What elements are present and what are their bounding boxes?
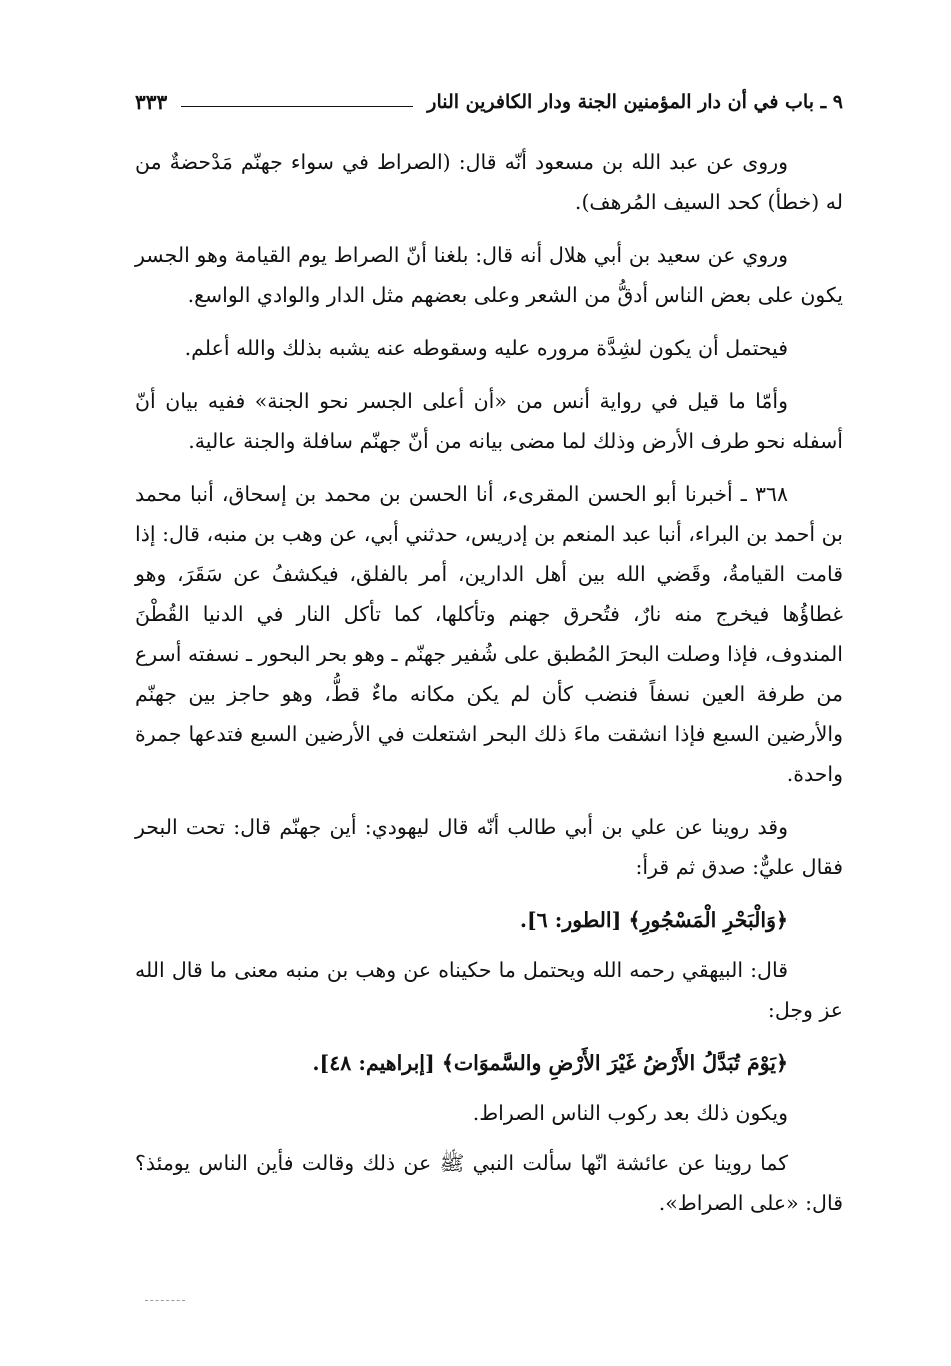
paragraph-bayhaqi: قال: البيهقي رحمه الله ويحتمل ما حكيناه عن وهب بن منبه معنى ما قال الله عز وجل: (135, 958, 843, 1022)
paragraph-4: وأمّا ما قيل في رواية أنس من «أن أعلى الجسر نحو الجنة» ففيه بيان أنّ أسفله نحو طرف الأرض وذلك لما مضى بيانه من أنّ جهنّم سافلة والجنة عالية. (135, 389, 843, 453)
paragraph-3: فيحتمل أن يكون لشِدَّة مروره عليه وسقوطه عنه يشبه بذلك والله أعلم. (184, 336, 788, 360)
quran-verse-ibrahim: ﴿يَوْمَ تُبَدَّلُ الأَرْضُ غَيْرَ الأَرْضِ والسَّموَات﴾ [إبراهيم: ٤٨]. (312, 1051, 788, 1075)
chapter-title: ٩ ـ باب في أن دار المؤمنين الجنة ودار الكافرين النار (427, 91, 843, 113)
hadith-368: ٣٦٨ ـ أخبرنا أبو الحسن المقرىء، أنا الحسن بن محمد بن إسحاق، أنبا محمد بن أحمد بن البراء، أنبا عبد المنعم بن إدريس، حدثني أبي، عن وهب بن منبه، قال: إذا قامت القيامةُ، وقَضي الله بين أهل الدارين، أمر بالفلق، فيكشفُ عن سَقَرَ، وهو غطاؤُها فيخرج منه نارٌ، فتُحرق جهنم وتأكلها، كما تأكل النار في الدنيا القُطْنَ المندوف، فإذا وصلت البحرَ المُطبق على شُفير جهنّم ـ وهو بحر البحور ـ نسفته أسرع من طرفة العين نسفاً فنضب كأن لم يكن مكانه ماءٌ قطُّ، وهو حاجز بين جهنّم والأرضين السبع فإذا انشقت ماءَ ذلك البحر اشتعلت في الأرضين السبع فتدعها جمرة واحدة. (135, 482, 843, 786)
paragraph-1: وروى عن عبد الله بن مسعود أنّه قال: (الصراط في سواء جهنّم مَدْحضةٌ من له (خطأ) كحد السيف المُرهف). (135, 150, 843, 214)
paragraph-aisha: كما روينا عن عائشة انّها سألت النبي ﷺ عن ذلك وقالت فأين الناس يومئذ؟ قال: «على الصراط». (135, 1151, 843, 1215)
quran-verse-tur: ﴿وَالْبَحْرِ الْمَسْجُورِ﴾ [الطور: ٦]. (519, 908, 788, 932)
page-number: ٣٣٣ (135, 90, 168, 114)
header-rule (181, 106, 413, 107)
footer-mark (145, 1300, 185, 1307)
paragraph-2: وروي عن سعيد بن أبي هلال أنه قال: بلغنا أنّ الصراط يوم القيامة وهو الجسر يكون على بعض الناس أدقُّ من الشعر وعلى بعضهم مثل الدار والوادي الواسع. (135, 243, 843, 307)
page-body (135, 142, 843, 1236)
page-header (135, 82, 843, 122)
paragraph-sirat: ويكون ذلك بعد ركوب الناس الصراط. (472, 1101, 788, 1125)
paragraph-ali: وقد روينا عن علي بن أبي طالب أنّه قال ليهودي: أين جهنّم قال: تحت البحر فقال عليٌّ: صدق ثم قرأ: (135, 815, 843, 879)
